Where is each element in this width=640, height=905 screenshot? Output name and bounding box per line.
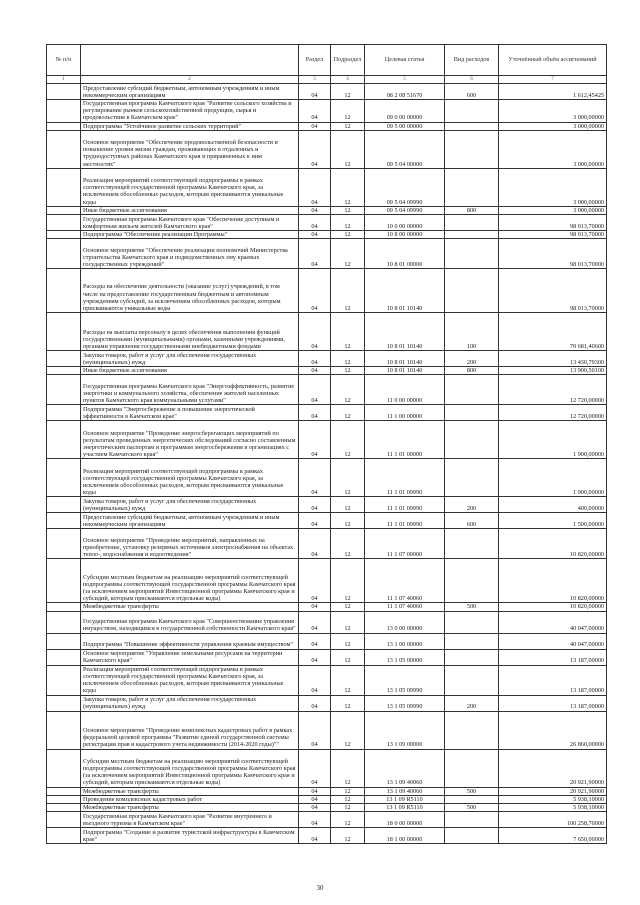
row-target-article-cell: 11 0 00 00000 — [365, 375, 445, 405]
row-razdel-cell: 04 — [299, 787, 331, 795]
row-razdel-cell: 04 — [299, 313, 331, 351]
row-expense-type-cell — [445, 122, 499, 130]
row-amount-cell: 13 900,50100 — [499, 367, 607, 375]
row-num-cell — [47, 239, 81, 269]
row-num-cell — [47, 804, 81, 812]
row-num-cell — [47, 559, 81, 603]
row-razdel-cell: 04 — [299, 367, 331, 375]
row-expense-type-cell — [445, 828, 499, 844]
row-amount-cell: 5 938,10000 — [499, 804, 607, 812]
row-name-cell: Основное мероприятие "Управление земельными ресурсами на территории Камчатского края" — [81, 649, 299, 665]
row-num-cell — [47, 711, 81, 749]
row-name-cell: Субсидии местным бюджетам на реализацию мероприятий соответствующей подпрограммы соответствующей государственной программы Камчатского края (за исключением мероприятий Инвестиционной программы Камчатского края и субсидий, которым присваиваются отдельные коды) — [81, 749, 299, 787]
row-amount-cell: 13 187,00000 — [499, 695, 607, 711]
row-amount-cell: 3 000,00000 — [499, 122, 607, 130]
row-razdel-cell: 04 — [299, 421, 331, 459]
row-name-cell: Основное мероприятие "Обеспечение реализации полномочий Министерства строительства Камчатского края и подведомственных ему краевых государственных учреждений" — [81, 239, 299, 269]
row-target-article-cell: 11 1 01 09990 — [365, 513, 445, 529]
row-target-article-cell: 11 1 01 09990 — [365, 459, 445, 497]
row-podrazdel-cell: 12 — [331, 665, 365, 695]
row-podrazdel-cell: 12 — [331, 787, 365, 795]
table-row — [47, 787, 607, 795]
table-row — [47, 695, 607, 711]
row-target-article-cell: 11 1 00 00000 — [365, 405, 445, 421]
row-razdel-cell: 04 — [299, 649, 331, 665]
row-amount-cell: 13 430,79300 — [499, 351, 607, 367]
row-num-cell — [47, 375, 81, 405]
row-razdel-cell: 04 — [299, 239, 331, 269]
row-num-cell — [47, 206, 81, 214]
table-row — [47, 130, 607, 168]
row-name-cell: Межбюджетные трансферты — [81, 787, 299, 795]
table-row — [47, 405, 607, 421]
row-amount-cell: 70 681,40600 — [499, 313, 607, 351]
row-num-cell — [47, 313, 81, 351]
table-row — [47, 513, 607, 529]
row-amount-cell: 3 000,00000 — [499, 168, 607, 206]
table-row — [47, 231, 607, 239]
row-name-cell: Иные бюджетные ассигнования — [81, 367, 299, 375]
row-podrazdel-cell: 12 — [331, 497, 365, 513]
row-name-cell: Закупка товаров, работ и услуг для обеспечения государственных (муниципальных) нужд — [81, 497, 299, 513]
table-header-row — [47, 45, 607, 76]
row-amount-cell: 98 013,70000 — [499, 215, 607, 231]
row-podrazdel-cell: 12 — [331, 351, 365, 367]
table-row — [47, 168, 607, 206]
row-podrazdel-cell: 12 — [331, 559, 365, 603]
row-expense-type-cell — [445, 100, 499, 123]
column-number: 3 — [299, 76, 331, 84]
header-expense-type: Вид расходов — [445, 45, 499, 76]
row-expense-type-cell — [445, 633, 499, 649]
table-row — [47, 375, 607, 405]
row-expense-type-cell: 800 — [445, 367, 499, 375]
column-number: 2 — [81, 76, 299, 84]
row-num-cell — [47, 529, 81, 559]
row-name-cell: Субсидии местным бюджетам на реализацию мероприятий соответствующей подпрограммы соответствующей государственной программы Камчатского края (за исключением мероприятий Инвестиционной программы Камчатского края и субсидий, которым присваиваются отдельные коды) — [81, 559, 299, 603]
table-body — [47, 84, 607, 844]
row-num-cell — [47, 269, 81, 313]
table-row — [47, 611, 607, 633]
row-num-cell — [47, 168, 81, 206]
row-razdel-cell: 04 — [299, 828, 331, 844]
row-expense-type-cell: 600 — [445, 513, 499, 529]
header-target-article: Целевая статья — [365, 45, 445, 76]
row-target-article-cell: 10 0 00 00000 — [365, 215, 445, 231]
row-podrazdel-cell: 12 — [331, 405, 365, 421]
row-target-article-cell: 09 5 04 09990 — [365, 206, 445, 214]
row-razdel-cell: 04 — [299, 84, 331, 100]
table-row — [47, 795, 607, 803]
row-name-cell: Государственная программа Камчатского края "Энергоэффективность, развитие энергетики и коммунального хозяйства, обеспечение жителей населенных пунктов Камчатского края коммунальными услугами" — [81, 375, 299, 405]
row-target-article-cell: 13 1 00 00000 — [365, 633, 445, 649]
row-name-cell: Иные бюджетные ассигнования — [81, 206, 299, 214]
row-amount-cell: 13 187,00000 — [499, 649, 607, 665]
row-podrazdel-cell: 12 — [331, 795, 365, 803]
row-podrazdel-cell: 12 — [331, 711, 365, 749]
row-amount-cell: 3 000,00000 — [499, 130, 607, 168]
row-expense-type-cell — [445, 749, 499, 787]
row-num-cell — [47, 84, 81, 100]
row-razdel-cell: 04 — [299, 603, 331, 611]
header-num: № п/п — [47, 45, 81, 76]
row-num-cell — [47, 749, 81, 787]
row-amount-cell: 1 612,45425 — [499, 84, 607, 100]
table-row — [47, 603, 607, 611]
row-target-article-cell: 11 1 01 09990 — [365, 497, 445, 513]
row-podrazdel-cell: 12 — [331, 206, 365, 214]
row-razdel-cell: 04 — [299, 231, 331, 239]
header-name — [81, 45, 299, 76]
row-target-article-cell: 13 1 09 00000 — [365, 711, 445, 749]
row-razdel-cell: 04 — [299, 122, 331, 130]
row-amount-cell: 13 187,00000 — [499, 665, 607, 695]
row-target-article-cell: 11 1 07 00000 — [365, 529, 445, 559]
row-expense-type-cell — [445, 649, 499, 665]
row-target-article-cell: 10 8 00 00000 — [365, 231, 445, 239]
page-number: 30 — [316, 884, 324, 892]
row-amount-cell: 12 720,00000 — [499, 375, 607, 405]
row-amount-cell: 3 000,00000 — [499, 100, 607, 123]
row-target-article-cell: 18 0 00 00000 — [365, 812, 445, 828]
row-expense-type-cell — [445, 421, 499, 459]
table-row — [47, 665, 607, 695]
row-target-article-cell: 10 8 01 10140 — [365, 269, 445, 313]
row-name-cell: Предоставление субсидий бюджетным, автономным учреждениям и иным некоммерческим организациям — [81, 513, 299, 529]
row-expense-type-cell — [445, 812, 499, 828]
table-row — [47, 559, 607, 603]
row-amount-cell: 100 258,70000 — [499, 812, 607, 828]
row-amount-cell: 98 013,70000 — [499, 269, 607, 313]
table-row — [47, 313, 607, 351]
row-name-cell: Основное мероприятие "Проведение мероприятий, направленных на приобретение, установку резервных источников электроснабжения на объектах тепло-, водоснабжения и водоотведения" — [81, 529, 299, 559]
row-num-cell — [47, 405, 81, 421]
row-expense-type-cell: 600 — [445, 84, 499, 100]
row-amount-cell: 12 720,00000 — [499, 405, 607, 421]
row-amount-cell: 1 900,00000 — [499, 421, 607, 459]
row-name-cell: Основное мероприятие "Проведение комплексных кадастровых работ в рамках федеральной целевой программы "Развитие единой государственной системы регистрации прав и кадастрового учета недвижимости (2014-2020 годы)"" — [81, 711, 299, 749]
row-num-cell — [47, 795, 81, 803]
table-row — [47, 84, 607, 100]
table-row — [47, 459, 607, 497]
row-num-cell — [47, 812, 81, 828]
row-name-cell: Подпрограмма "Энергосбережение и повышение энергетической эффективности в Камчатском крае" — [81, 405, 299, 421]
row-target-article-cell: 13 0 00 00000 — [365, 611, 445, 633]
row-expense-type-cell — [445, 711, 499, 749]
column-number: 7 — [499, 76, 607, 84]
row-podrazdel-cell: 12 — [331, 231, 365, 239]
row-name-cell: Подпрограмма "Создание и развитие туристской инфраструктуры в Камчатском крае" — [81, 828, 299, 844]
row-target-article-cell: 08 2 08 51670 — [365, 84, 445, 100]
row-expense-type-cell — [445, 459, 499, 497]
table-row — [47, 749, 607, 787]
row-razdel-cell: 04 — [299, 749, 331, 787]
row-expense-type-cell — [445, 168, 499, 206]
row-podrazdel-cell: 12 — [331, 375, 365, 405]
table-row — [47, 215, 607, 231]
row-expense-type-cell: 800 — [445, 206, 499, 214]
row-target-article-cell: 10 8 01 10140 — [365, 313, 445, 351]
row-num-cell — [47, 665, 81, 695]
row-amount-cell: 20 921,90000 — [499, 787, 607, 795]
row-podrazdel-cell: 12 — [331, 168, 365, 206]
row-expense-type-cell — [445, 559, 499, 603]
row-target-article-cell: 13 1 09 R5110 — [365, 795, 445, 803]
row-name-cell: Проведение комплексных кадастровых работ — [81, 795, 299, 803]
row-num-cell — [47, 828, 81, 844]
row-razdel-cell: 04 — [299, 100, 331, 123]
row-expense-type-cell — [445, 795, 499, 803]
row-target-article-cell: 13 1 09 R5110 — [365, 804, 445, 812]
row-amount-cell: 10 820,00000 — [499, 559, 607, 603]
row-num-cell — [47, 603, 81, 611]
row-podrazdel-cell: 12 — [331, 130, 365, 168]
column-number: 5 — [365, 76, 445, 84]
row-num-cell — [47, 231, 81, 239]
row-target-article-cell: 10 8 01 10140 — [365, 367, 445, 375]
row-name-cell: Предоставление субсидий бюджетным, автономным учреждениям и иным некоммерческим организациям — [81, 84, 299, 100]
row-name-cell: Подпрограмма "Повышение эффективности управления краевым имуществом" — [81, 633, 299, 649]
row-name-cell: Государственная программа Камчатского края "Обеспечение доступным и комфортным жильем жителей Камчатского края" — [81, 215, 299, 231]
header-razdel: Раздел — [299, 45, 331, 76]
row-podrazdel-cell: 12 — [331, 459, 365, 497]
row-target-article-cell: 13 1 05 09990 — [365, 695, 445, 711]
row-num-cell — [47, 100, 81, 123]
row-target-article-cell: 09 0 00 00000 — [365, 100, 445, 123]
row-podrazdel-cell: 12 — [331, 804, 365, 812]
table-row — [47, 351, 607, 367]
table-row — [47, 122, 607, 130]
row-name-cell: Межбюджетные трансферты — [81, 804, 299, 812]
row-podrazdel-cell: 12 — [331, 828, 365, 844]
table-row — [47, 529, 607, 559]
row-podrazdel-cell: 12 — [331, 313, 365, 351]
table-row — [47, 649, 607, 665]
row-amount-cell: 400,00000 — [499, 497, 607, 513]
row-expense-type-cell: 500 — [445, 787, 499, 795]
row-name-cell: Реализация мероприятий соответствующей подпрограммы в рамках соответствующей государственной программы Камчатского края, за исключением обособленных расходов, которым присваиваются уникальные коды — [81, 168, 299, 206]
row-expense-type-cell — [445, 239, 499, 269]
row-num-cell — [47, 497, 81, 513]
row-podrazdel-cell: 12 — [331, 269, 365, 313]
row-razdel-cell: 04 — [299, 695, 331, 711]
column-number: 1 — [47, 76, 81, 84]
row-podrazdel-cell: 12 — [331, 812, 365, 828]
row-expense-type-cell — [445, 231, 499, 239]
table-row — [47, 633, 607, 649]
row-razdel-cell: 04 — [299, 611, 331, 633]
row-expense-type-cell: 500 — [445, 603, 499, 611]
row-amount-cell: 40 047,00000 — [499, 611, 607, 633]
row-amount-cell: 1 500,00000 — [499, 513, 607, 529]
table-row — [47, 497, 607, 513]
row-num-cell — [47, 459, 81, 497]
row-razdel-cell: 04 — [299, 513, 331, 529]
row-target-article-cell: 11 1 07 40060 — [365, 603, 445, 611]
row-target-article-cell: 11 1 01 00000 — [365, 421, 445, 459]
row-razdel-cell: 04 — [299, 206, 331, 214]
row-podrazdel-cell: 12 — [331, 749, 365, 787]
row-target-article-cell: 13 1 09 40060 — [365, 787, 445, 795]
table-row — [47, 367, 607, 375]
table-row — [47, 421, 607, 459]
row-expense-type-cell: 100 — [445, 313, 499, 351]
row-name-cell: Подпрограмма "Обеспечение реализации Программы" — [81, 231, 299, 239]
row-num-cell — [47, 649, 81, 665]
row-podrazdel-cell: 12 — [331, 367, 365, 375]
table-row — [47, 100, 607, 123]
row-num-cell — [47, 421, 81, 459]
row-amount-cell: 26 860,00000 — [499, 711, 607, 749]
row-num-cell — [47, 611, 81, 633]
row-name-cell: Реализация мероприятий соответствующей подпрограммы в рамках соответствующей государственной программы Камчатского края, за исключением обособленных расходов, которым присваиваются уникальные коды — [81, 459, 299, 497]
row-razdel-cell: 04 — [299, 215, 331, 231]
row-expense-type-cell: 500 — [445, 804, 499, 812]
row-target-article-cell: 10 8 01 10140 — [365, 351, 445, 367]
table-row — [47, 812, 607, 828]
row-target-article-cell: 13 1 09 40060 — [365, 749, 445, 787]
row-expense-type-cell: 200 — [445, 695, 499, 711]
row-razdel-cell: 04 — [299, 665, 331, 695]
row-razdel-cell: 04 — [299, 497, 331, 513]
row-num-cell — [47, 367, 81, 375]
row-expense-type-cell — [445, 665, 499, 695]
row-expense-type-cell — [445, 130, 499, 168]
header-amount: Уточнённый объём ассигнований — [499, 45, 607, 76]
row-target-article-cell: 11 1 07 40060 — [365, 559, 445, 603]
row-amount-cell: 10 820,00000 — [499, 603, 607, 611]
column-numbers-row — [47, 76, 607, 84]
budget-table — [46, 44, 607, 844]
row-razdel-cell: 04 — [299, 529, 331, 559]
row-name-cell: Государственная программа Камчатского края "Развитие сельского хозяйства и регулирование рынков сельскохозяйственной продукции, сырья и продовольствия в Камчатском крае" — [81, 100, 299, 123]
row-expense-type-cell — [445, 529, 499, 559]
row-expense-type-cell — [445, 215, 499, 231]
row-target-article-cell: 13 1 05 00000 — [365, 649, 445, 665]
table-row — [47, 206, 607, 214]
row-podrazdel-cell: 12 — [331, 421, 365, 459]
row-podrazdel-cell: 12 — [331, 611, 365, 633]
row-target-article-cell: 09 5 04 09990 — [365, 168, 445, 206]
row-amount-cell: 40 047,00000 — [499, 633, 607, 649]
row-name-cell: Подпрограмма "Устойчивое развитие сельских территорий" — [81, 122, 299, 130]
row-target-article-cell: 18 1 00 00000 — [365, 828, 445, 844]
row-razdel-cell: 04 — [299, 168, 331, 206]
row-amount-cell: 20 921,90000 — [499, 749, 607, 787]
row-name-cell: Расходы на выплаты персоналу в целях обеспечения выполнения функций государственными (муниципальными) органами, казенными учреждениями, органами управления государственными внебюджетными фондами — [81, 313, 299, 351]
row-name-cell: Закупка товаров, работ и услуг для обеспечения государственных (муниципальных) нужд — [81, 695, 299, 711]
row-num-cell — [47, 351, 81, 367]
row-amount-cell: 5 938,10000 — [499, 795, 607, 803]
row-razdel-cell: 04 — [299, 269, 331, 313]
row-amount-cell: 98 013,70000 — [499, 239, 607, 269]
row-razdel-cell: 04 — [299, 804, 331, 812]
row-name-cell: Расходы на обеспечение деятельности (оказание услуг) учреждений, в том числе на предоставление государственным бюджетным и автономным учреждениям субсидий, за исключением обособленных расходов, которым присваиваются уникальные коды — [81, 269, 299, 313]
row-podrazdel-cell: 12 — [331, 513, 365, 529]
row-amount-cell: 7 650,00000 — [499, 828, 607, 844]
row-podrazdel-cell: 12 — [331, 695, 365, 711]
row-expense-type-cell — [445, 375, 499, 405]
row-razdel-cell: 04 — [299, 812, 331, 828]
row-num-cell — [47, 215, 81, 231]
row-podrazdel-cell: 12 — [331, 603, 365, 611]
row-num-cell — [47, 695, 81, 711]
row-podrazdel-cell: 12 — [331, 215, 365, 231]
row-name-cell: Межбюджетные трансферты — [81, 603, 299, 611]
row-target-article-cell: 09 5 04 00000 — [365, 130, 445, 168]
row-razdel-cell: 04 — [299, 375, 331, 405]
table-row — [47, 828, 607, 844]
row-amount-cell: 3 000,00000 — [499, 206, 607, 214]
row-amount-cell: 10 820,00000 — [499, 529, 607, 559]
row-podrazdel-cell: 12 — [331, 649, 365, 665]
row-expense-type-cell — [445, 611, 499, 633]
row-podrazdel-cell: 12 — [331, 633, 365, 649]
row-expense-type-cell: 200 — [445, 497, 499, 513]
row-razdel-cell: 04 — [299, 405, 331, 421]
row-num-cell — [47, 130, 81, 168]
table-row — [47, 239, 607, 269]
row-razdel-cell: 04 — [299, 633, 331, 649]
row-target-article-cell: 13 1 05 09990 — [365, 665, 445, 695]
row-podrazdel-cell: 12 — [331, 529, 365, 559]
row-razdel-cell: 04 — [299, 351, 331, 367]
row-razdel-cell: 04 — [299, 130, 331, 168]
row-razdel-cell: 04 — [299, 795, 331, 803]
header-podrazdel: Подраздел — [331, 45, 365, 76]
row-razdel-cell: 04 — [299, 711, 331, 749]
table-row — [47, 269, 607, 313]
row-amount-cell: 1 900,00000 — [499, 459, 607, 497]
row-name-cell: Основное мероприятие "Проведение энергосберегающих мероприятий по результатам проведенных энергетических обследований согласно составленным энергетическим паспортам и программам энергосбережения в организациях с участием Камчатского края" — [81, 421, 299, 459]
table-row — [47, 711, 607, 749]
row-expense-type-cell: 200 — [445, 351, 499, 367]
column-number: 6 — [445, 76, 499, 84]
row-num-cell — [47, 122, 81, 130]
budget-table-page — [46, 44, 606, 844]
row-name-cell: Государственная программа Камчатского края "Развитие внутреннего и въездного туризма в Камчатском крае" — [81, 812, 299, 828]
row-podrazdel-cell: 12 — [331, 84, 365, 100]
row-num-cell — [47, 787, 81, 795]
row-num-cell — [47, 513, 81, 529]
row-podrazdel-cell: 12 — [331, 100, 365, 123]
row-target-article-cell: 10 8 01 00000 — [365, 239, 445, 269]
row-name-cell: Основное мероприятие "Обеспечение продовольственной безопасности и повышение уровня жизни граждан, проживающих в отдаленных и труднодоступных районах Камчатского края и приравненных к ним местностях" — [81, 130, 299, 168]
row-amount-cell: 98 013,70000 — [499, 231, 607, 239]
row-name-cell: Государственная программа Камчатского края "Совершенствование управления имуществом, находящимся в государственной собственности Камчатского края" — [81, 611, 299, 633]
row-name-cell: Закупка товаров, работ и услуг для обеспечения государственных (муниципальных) нужд — [81, 351, 299, 367]
row-podrazdel-cell: 12 — [331, 239, 365, 269]
row-razdel-cell: 04 — [299, 459, 331, 497]
row-num-cell — [47, 633, 81, 649]
row-podrazdel-cell: 12 — [331, 122, 365, 130]
row-expense-type-cell — [445, 269, 499, 313]
table-row — [47, 804, 607, 812]
column-number: 4 — [331, 76, 365, 84]
row-razdel-cell: 04 — [299, 559, 331, 603]
row-target-article-cell: 09 5 00 00000 — [365, 122, 445, 130]
row-name-cell: Реализация мероприятий соответствующей подпрограммы в рамках соответствующей государственной программы Камчатского края, за исключением обособленных расходов, которым присваиваются уникальные коды — [81, 665, 299, 695]
row-expense-type-cell — [445, 405, 499, 421]
